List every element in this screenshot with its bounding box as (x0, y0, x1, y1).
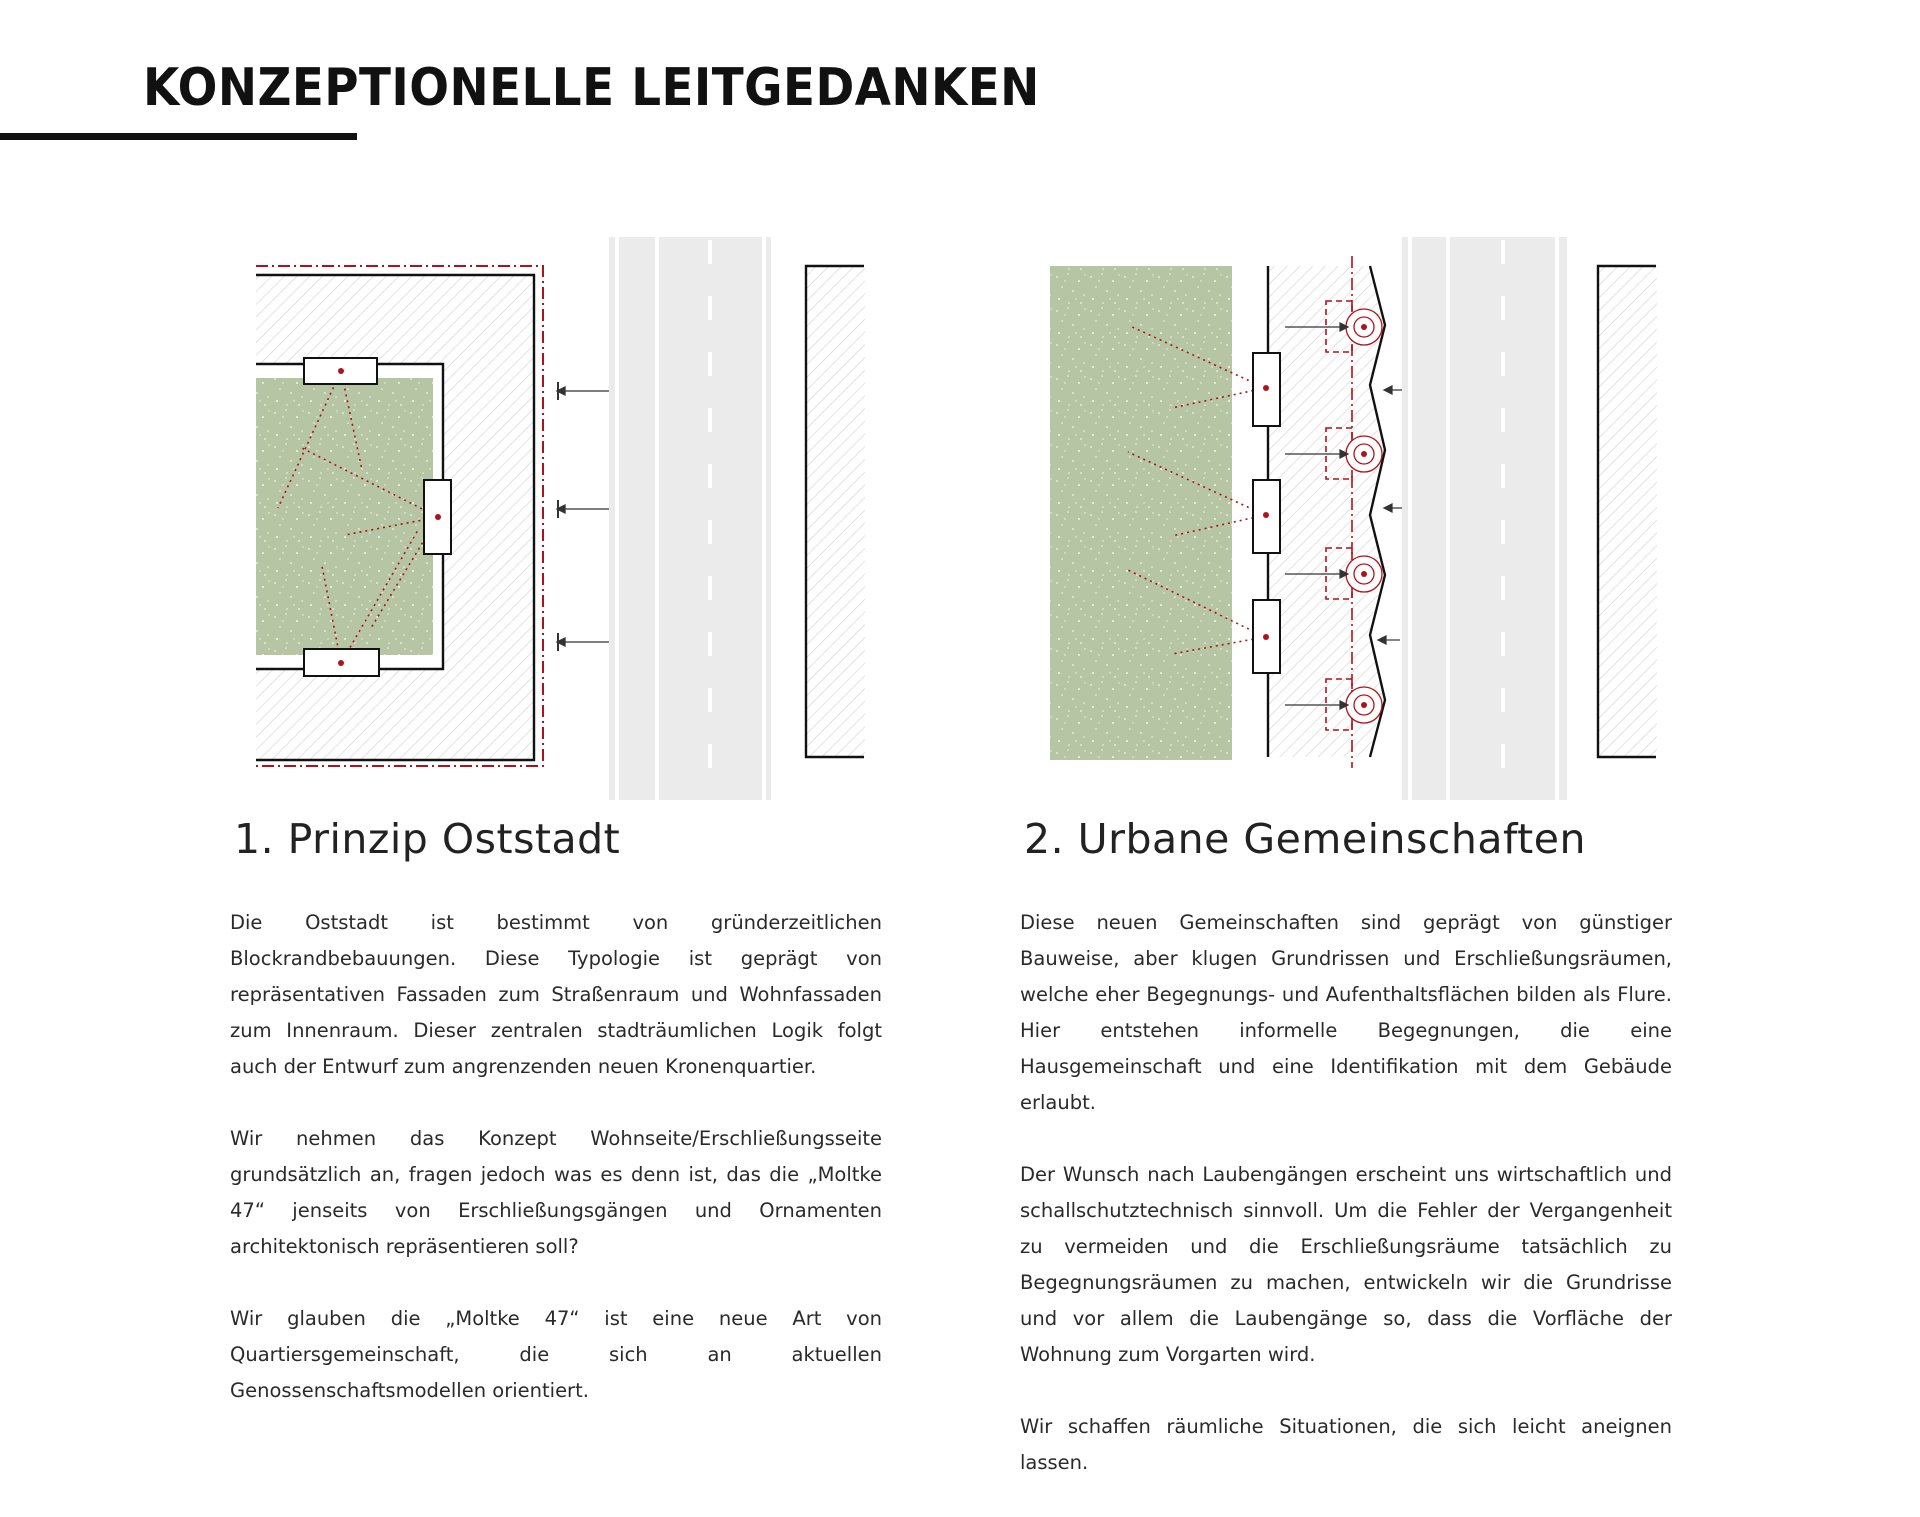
section-prinzip-oststadt (230, 815, 882, 1445)
page-title: KONZEPTIONELLE LEITGEDANKEN (143, 58, 1040, 118)
paragraph: Diese neuen Gemeinschaften sind geprägt von günstiger Bauweise, aber klugen Grundrissen und Erschließungsräumen, welche eher Begegnungs- und Aufenthaltsflächen bilden als Flure. Hier entstehen informelle Begegnungen, die eine Hausgemeinschaft und eine Identifikation mit dem Gebäude erlaubt. (1020, 911, 1672, 1114)
paragraph: Wir nehmen das Konzept Wohnseite/Erschließungsseite grundsätzlich an, fragen jedoch was es denn ist, das die „Moltke 47“ jenseits von Erschließungsgängen und Ornamenten architektonisch repräsentieren soll? (230, 1127, 882, 1258)
section-heading: 1. Prinzip Oststadt (234, 815, 621, 863)
paragraph: Wir schaffen räumliche Situationen, die sich leicht aneignen lassen. (1020, 1415, 1672, 1474)
section-heading: 2. Urbane Gemeinschaften (1024, 815, 1586, 863)
road (609, 237, 771, 800)
section-urbane-gemeinschaften (1020, 815, 1672, 1517)
road-2 (1402, 237, 1567, 800)
paragraph: Die Oststadt ist bestimmt von gründerzeitlichen Blockrandbebauungen. Diese Typologie ist geprägt von repräsentativen Fassaden zum Straßenraum und Wohnfassaden zum Innenraum. Dieser zentralen stadträumlichen Logik folgt auch der Entwurf zum angrenzenden neuen Kronenquartier. (230, 911, 882, 1078)
diagram-prinzip-oststadt (240, 225, 890, 805)
paragraph: Wir glauben die „Moltke 47“ ist eine neue Art von Quartiersgemeinschaft, die sich an aktuellen Genossenschaftsmodellen orientiert. (230, 1307, 882, 1402)
opposite-building-hatch-2 (1598, 266, 1657, 757)
title-underline (0, 133, 357, 140)
diagram-urbane-gemeinschaften (1040, 225, 1700, 805)
opposite-building-hatch (806, 266, 865, 757)
courtyard-green (256, 378, 433, 655)
green-area (1050, 266, 1232, 760)
paragraph: Der Wunsch nach Laubengängen erscheint uns wirtschaftlich und schallschutztechnisch sinnvoll. Um die Fehler der Vergangenheit zu vermeiden und die Erschließungsräume tatsächlich zu Begegnungsräumen zu machen, entwickeln wir die Grundrisse und vor allem die Laubengänge so, dass die Vorfläche der Wohnung zum Vorgarten wird. (1020, 1163, 1672, 1366)
